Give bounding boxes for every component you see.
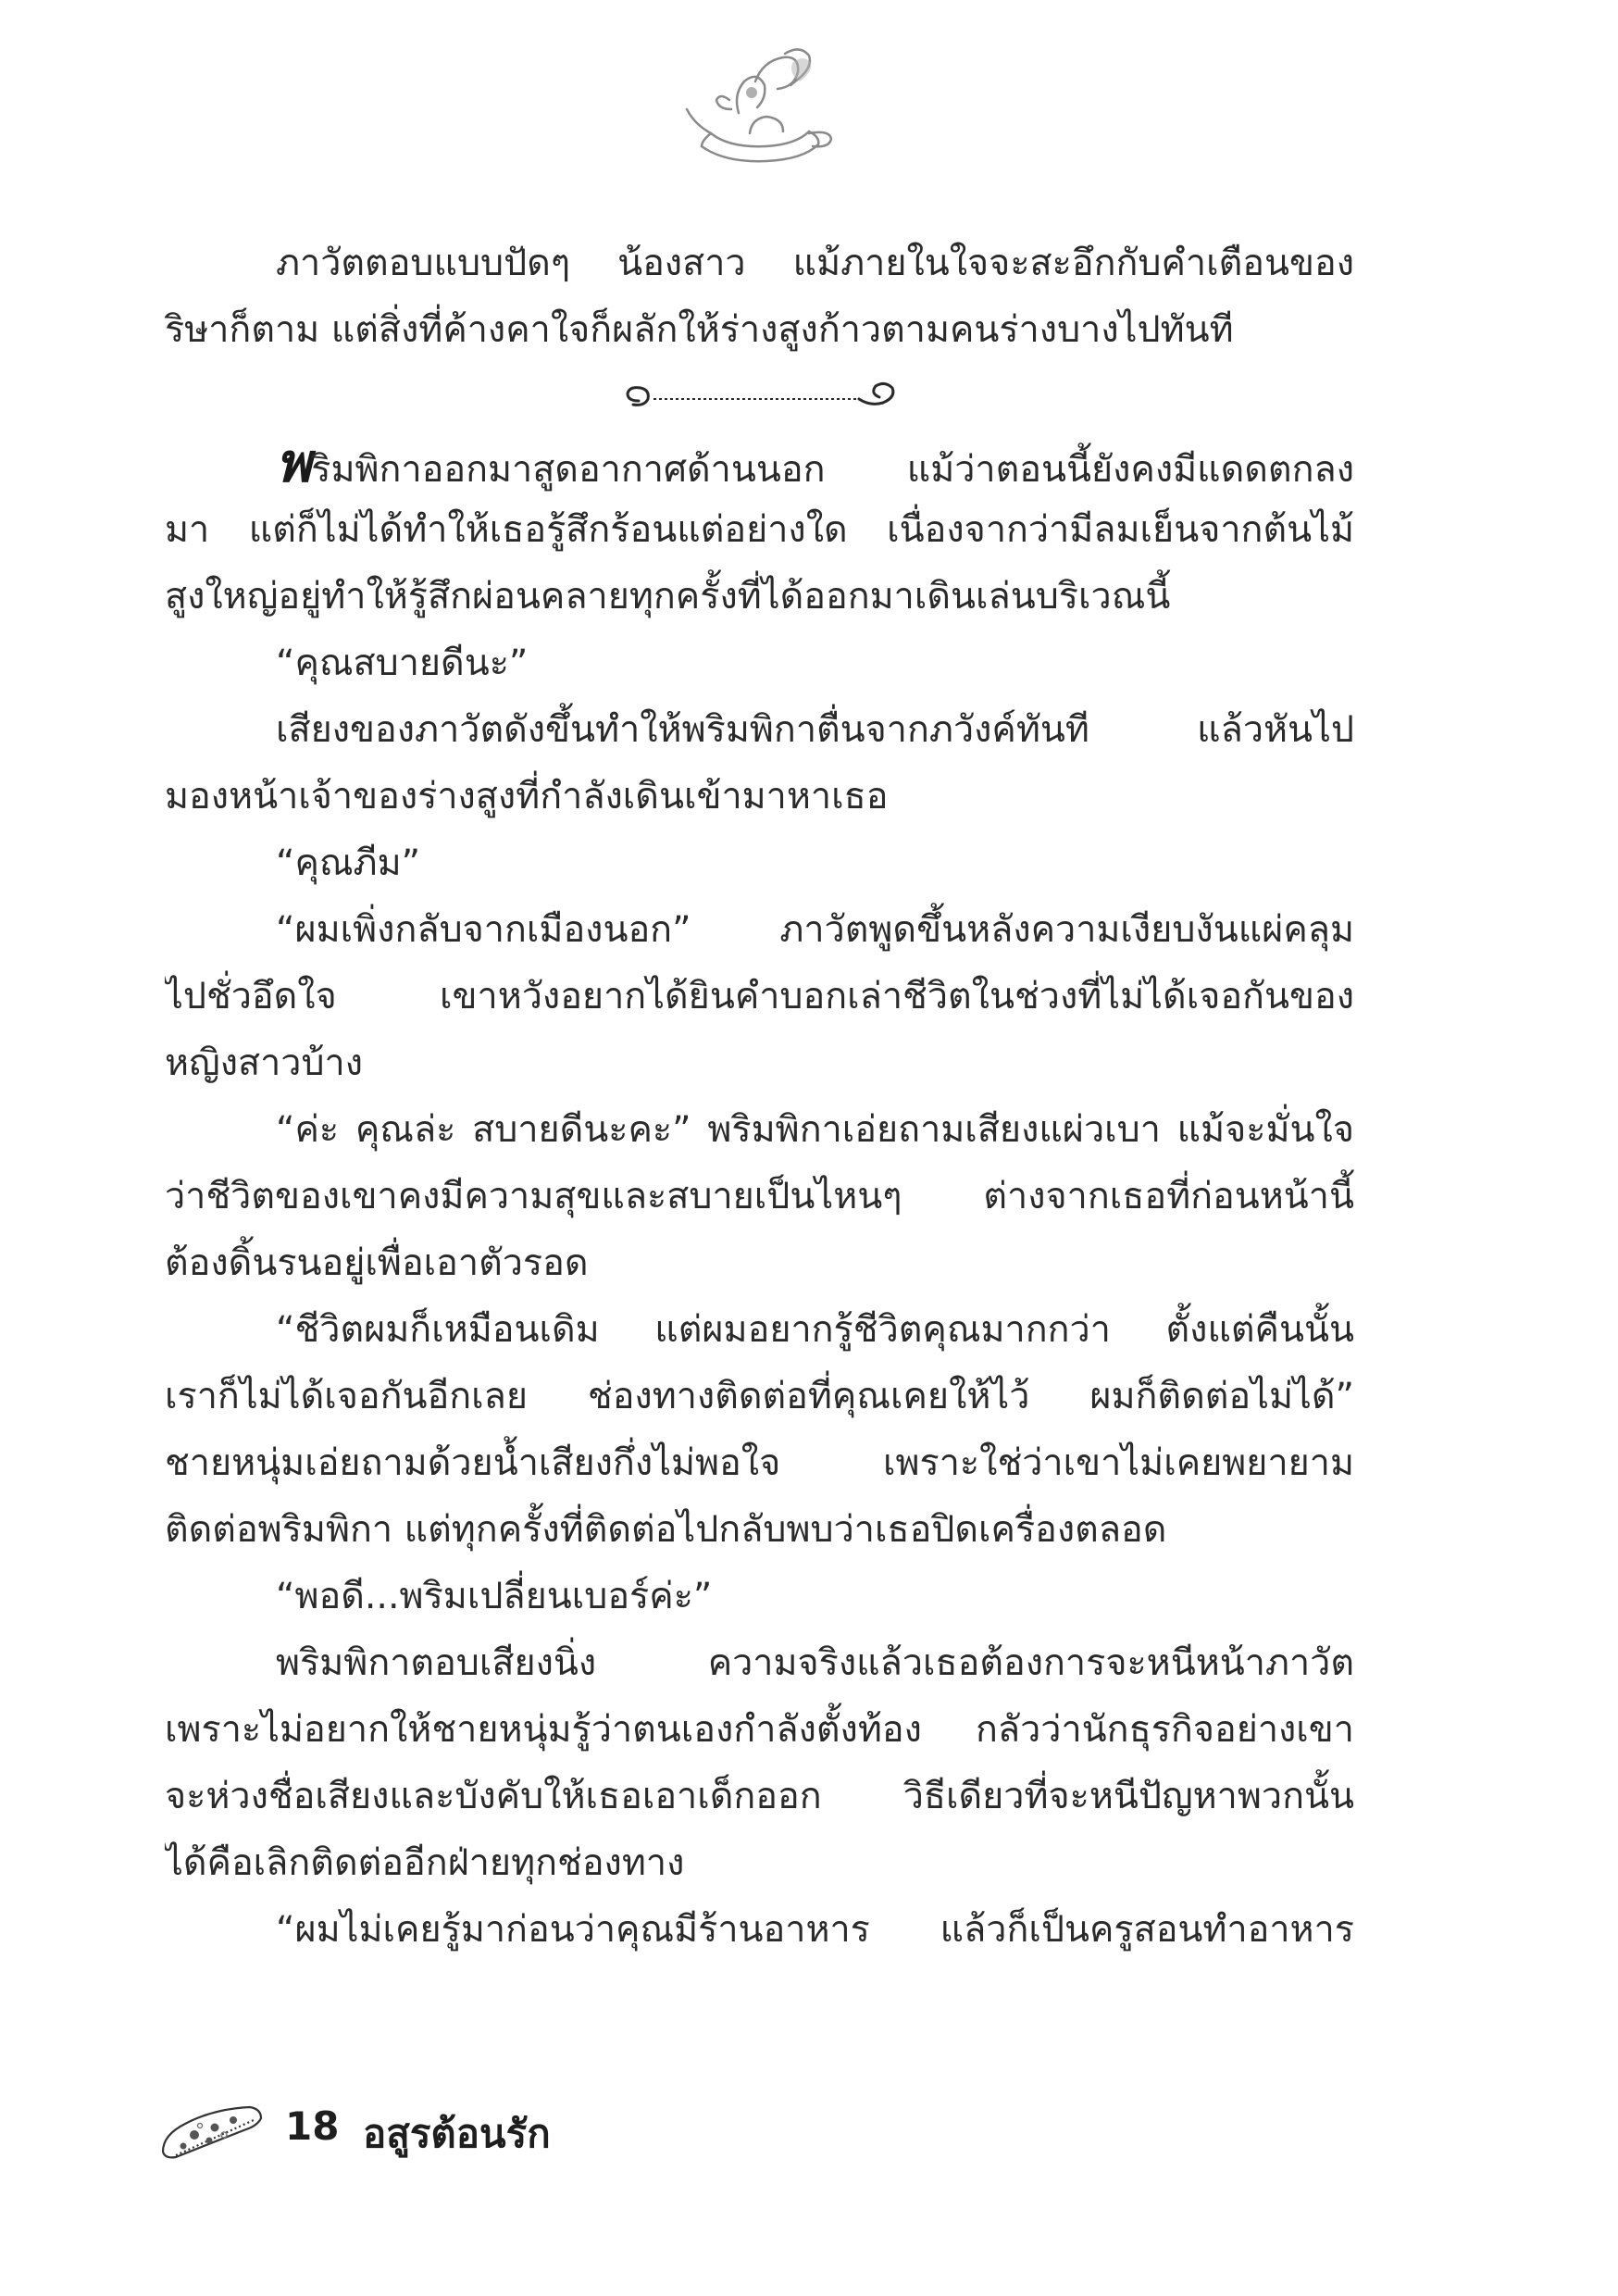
text-line: “ค่ะ คุณล่ะ สบายดีนะคะ” พริมพิกาเอ่ยถามเสียงแผ่วเบา แม้จะมั่นใจ xyxy=(276,1108,1354,1151)
text-line: ชายหนุ่มเอ่ยถามด้วยน้ำเสียงกึ่งไม่พอใจ เพราะใช่ว่าเขาไม่เคยพยายาม xyxy=(165,1441,1354,1484)
drop-cap: พ xyxy=(276,431,312,494)
text-line: สูงใหญ่อยู่ทำให้รู้สึกผ่อนคลายทุกครั้งที่ได้ออกมาเดินเล่นบริเวณนี้ xyxy=(165,575,1171,618)
text-line: ติดต่อพริมพิกา แต่ทุกครั้งที่ติดต่อไปกลับพบว่าเธอปิดเครื่องตลอด xyxy=(165,1508,1167,1551)
text-line: จะห่วงชื่อเสียงและบังคับให้เธอเอาเด็กออก วิธีเดียวที่จะหนีปัญหาพวกนั้น xyxy=(165,1775,1354,1817)
text-line: ริษาก็ตาม แต่สิ่งที่ค้างคาใจก็ผลักให้ร่างสูงก้าวตามคนร่างบางไปทันที xyxy=(165,308,1234,351)
page-number: 18 xyxy=(285,2103,340,2149)
scene-divider-ornament-icon xyxy=(620,375,907,416)
text-line-rest: ริมพิกาออกมาสูดอากาศด้านนอก แม้ว่าตอนนี้ยังคงมีแดดตกลง xyxy=(311,448,1354,491)
text-body xyxy=(165,230,1354,1963)
teapot-cupid-ornament-icon xyxy=(674,44,840,174)
text-line: “ชีวิตผมก็เหมือนเดิม แต่ผมอยากรู้ชีวิตคุณมากกว่า ตั้งแต่คืนนั้น xyxy=(276,1308,1354,1351)
page-footer xyxy=(157,2090,713,2174)
text-line: เพราะไม่อยากให้ชายหนุ่มรู้ว่าตนเองกำลังตั้งท้อง กลัวว่านักธุรกิจอย่างเขา xyxy=(165,1708,1354,1751)
book-title: อสูรต้อนรัก xyxy=(363,2111,551,2156)
text-line: ได้คือเลิกติดต่ออีกฝ่ายทุกช่องทาง xyxy=(165,1841,685,1884)
text-line: “ผมไม่เคยรู้มาก่อนว่าคุณมีร้านอาหาร แล้วก็เป็นครูสอนทำอาหาร xyxy=(276,1908,1354,1951)
text-line: เราก็ไม่ได้เจอกันอีกเลย ช่องทางติดต่อที่คุณเคยให้ไว้ ผมก็ติดต่อไม่ได้” xyxy=(165,1375,1354,1417)
text-line: หญิงสาวบ้าง xyxy=(165,1042,363,1084)
text-line: ภาวัตตอบแบบปัดๆ น้องสาว แม้ภายในใจจะสะอึกกับคำเตือนของ xyxy=(276,242,1354,284)
text-line: เสียงของภาวัตดังขึ้นทำให้พริมพิกาตื่นจากภวังค์ทันที แล้วหันไป xyxy=(276,708,1354,751)
dialogue-line: “พอดี...พริมเปลี่ยนเบอร์ค่ะ” xyxy=(276,1575,713,1617)
text-line xyxy=(165,430,1354,496)
text-line: มองหน้าเจ้าของร่างสูงที่กำลังเดินเข้ามาหาเธอ xyxy=(165,775,889,817)
text-line: พริมพิกาตอบเสียงนิ่ง ความจริงแล้วเธอต้องการจะหนีหน้าภาวัต xyxy=(276,1641,1354,1684)
text-line: ไปชั่วอึดใจ เขาหวังอยากได้ยินคำบอกเล่าชีวิตในช่วงที่ไม่ได้เจอกันของ xyxy=(165,975,1354,1017)
pizza-slice-icon xyxy=(157,2098,268,2167)
text-line: มา แต่ก็ไม่ได้ทำให้เธอรู้สึกร้อนแต่อย่างใด เนื่องจากว่ามีลมเย็นจากต้นไม้ xyxy=(165,508,1354,551)
text-line: ต้องดิ้นรนอยู่เพื่อเอาตัวรอด xyxy=(165,1242,589,1284)
dialogue-line: “คุณภีม” xyxy=(276,842,421,884)
text-line: “ผมเพิ่งกลับจากเมืองนอก” ภาวัตพูดขึ้นหลังความเงียบงันแผ่คลุม xyxy=(276,908,1354,951)
text-line: ว่าชีวิตของเขาคงมีความสุขและสบายเป็นไหนๆ ต่างจากเธอที่ก่อนหน้านี้ xyxy=(165,1175,1354,1217)
dialogue-line: “คุณสบายดีนะ” xyxy=(276,642,529,684)
